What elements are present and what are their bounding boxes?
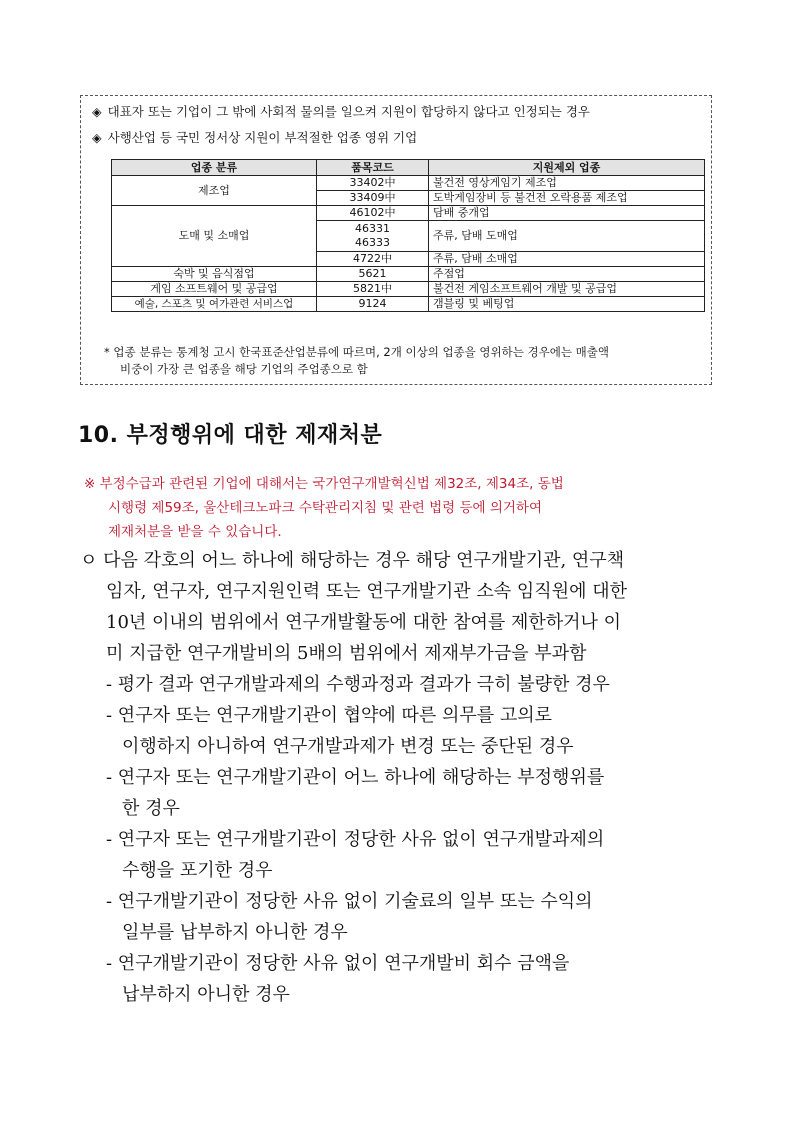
- code-cell: 33402中: [317, 176, 429, 191]
- code-cell: 5821中: [317, 282, 429, 297]
- category-cell: 숙박 및 음식점업: [112, 267, 317, 282]
- table-row: [112, 297, 705, 312]
- exclusion-cell: 담배 중개업: [429, 206, 705, 221]
- exclusion-cell: 불건전 게임소프트웨어 개발 및 공급업: [429, 282, 705, 297]
- header-code: 품목코드: [317, 160, 429, 176]
- diamond-bullet-icon: ◈: [92, 130, 102, 145]
- table-header-row: [112, 160, 705, 176]
- table-row: [112, 206, 705, 221]
- sanction-item-cont: 이행하지 아니하여 연구개발과제가 변경 또는 중단된 경우: [122, 736, 574, 757]
- excluded-industry-table: [111, 159, 705, 312]
- sanction-item-cont: 수행을 포기한 경우: [122, 860, 273, 881]
- category-cell: 게임 소프트웨어 및 공급업: [112, 282, 317, 297]
- criteria-bullet-2: ◈ 사행산업 등 국민 정서상 지원이 부적절한 업종 영위 기업: [92, 130, 418, 145]
- exclusion-cell: 주류, 담배 도매업: [429, 221, 705, 252]
- category-cell: 예술, 스포츠 및 여가관련 서비스업: [112, 297, 317, 312]
- code-cell: 5621: [317, 267, 429, 282]
- category-cell: 제조업: [112, 176, 317, 206]
- exclusion-cell: 갬블링 및 베팅업: [429, 297, 705, 312]
- main-paragraph-line: 미 지급한 연구개발비의 5배의 범위에서 제재부가금을 부과함: [106, 643, 587, 664]
- sanction-item-cont: 한 경우: [122, 798, 180, 819]
- sanction-item: - 연구개발기관이 정당한 사유 없이 연구개발비 회수 금액을: [106, 953, 570, 974]
- main-paragraph-line: 10년 이내의 범위에서 연구개발활동에 대한 참여를 제한하거나 이: [106, 612, 622, 633]
- header-category: 업종 분류: [112, 160, 317, 176]
- table-row: [112, 176, 705, 191]
- sanction-item: - 평가 결과 연구개발과제의 수행과정과 결과가 극히 불량한 경우: [106, 674, 610, 695]
- sanction-item: - 연구자 또는 연구개발기관이 협약에 따른 의무를 고의로: [106, 705, 553, 726]
- sanction-item-cont: 납부하지 아니한 경우: [122, 984, 290, 1005]
- table-row: [112, 267, 705, 282]
- sanction-body: [80, 545, 627, 1010]
- code-cell: 9124: [317, 297, 429, 312]
- category-cell: 도매 및 소매업: [112, 206, 317, 267]
- exclusion-cell: 도박게임장비 등 불건전 오락용품 제조업: [429, 191, 705, 206]
- table-row: [112, 282, 705, 297]
- criteria-bullet-1: ◈ 대표자 또는 기업이 그 밖에 사회적 물의를 일으켜 지원이 합당하지 않다고 인정되는 경우: [92, 104, 591, 119]
- exclusion-cell: 주점업: [429, 267, 705, 282]
- main-paragraph-line: ㅇ 다음 각호의 어느 하나에 해당하는 경우 해당 연구개발기관, 연구책: [80, 550, 625, 571]
- sanction-item: - 연구자 또는 연구개발기관이 정당한 사유 없이 연구개발과제의: [106, 829, 605, 850]
- code-cell: 46102中: [317, 206, 429, 221]
- code-cell: 33409中: [317, 191, 429, 206]
- main-paragraph-line: 임자, 연구자, 연구지원인력 또는 연구개발기관 소속 임직원에 대한: [106, 581, 627, 602]
- diamond-bullet-icon: ◈: [92, 104, 102, 119]
- section-title: 10. 부정행위에 대한 제재처분: [78, 423, 383, 448]
- sanction-item: - 연구자 또는 연구개발기관이 어느 하나에 해당하는 부정행위를: [106, 767, 605, 788]
- warning-notice: ※ 부정수급과 관련된 기업에 대해서는 국가연구개발혁신법 제32조, 제34조, 동법 시행령 제59조, 울산테크노파크 수탁관리지침 및 관련 법령 등에 의거하여 제재처분을 받을 수 있습니다.: [84, 476, 564, 540]
- table-footnote: * 업종 분류는 통계청 고시 한국표준산업분류에 따르며, 2개 이상의 업종을 영위하는 경우에는 매출액 비중이 가장 큰 업종을 해당 기업의 주업종으로 함: [104, 345, 609, 376]
- exclusion-cell: 불건전 영상게임기 제조업: [429, 176, 705, 191]
- sanction-item-cont: 일부를 납부하지 아니한 경우: [122, 922, 348, 943]
- header-exclusion: 지원제외 업종: [429, 160, 705, 176]
- sanction-item: - 연구개발기관이 정당한 사유 없이 기술료의 일부 또는 수익의: [106, 891, 593, 912]
- code-cell: 4722中: [317, 252, 429, 267]
- code-cell: 46331 46333: [317, 221, 429, 252]
- exclusion-cell: 주류, 담배 소매업: [429, 252, 705, 267]
